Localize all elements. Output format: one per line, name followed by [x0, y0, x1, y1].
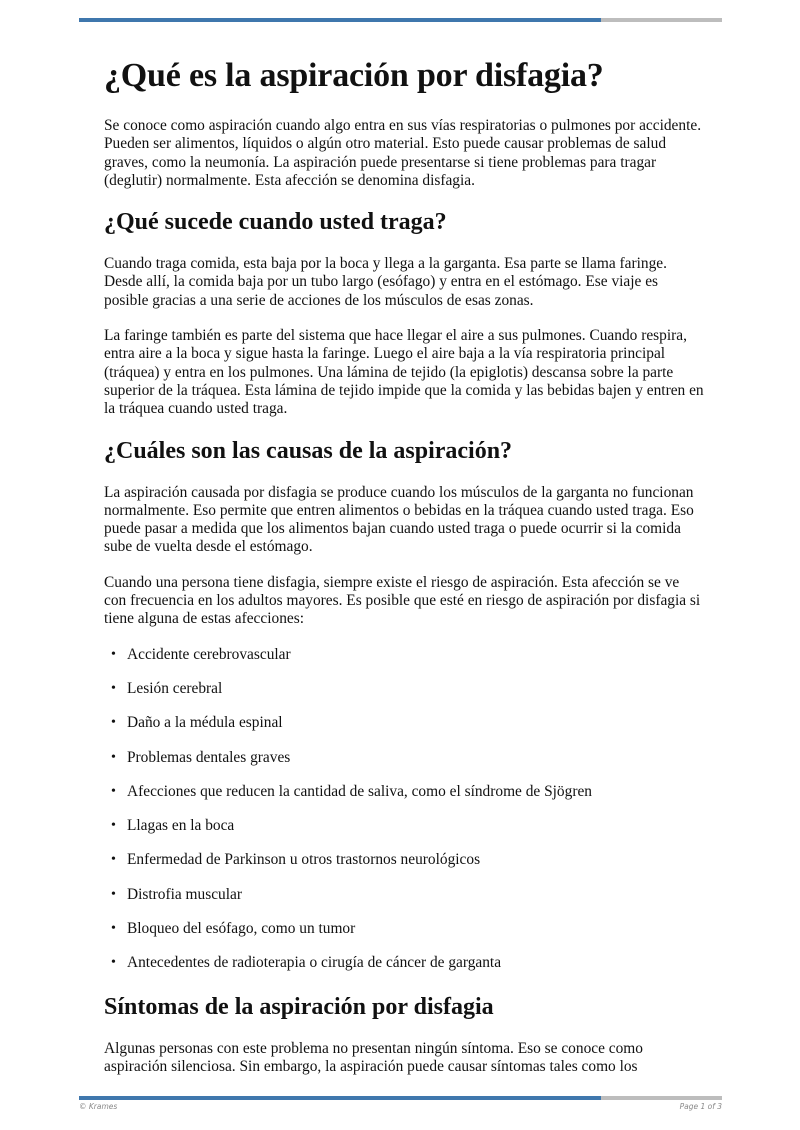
- header-rule-gray: [601, 18, 722, 22]
- bullet-icon: •: [111, 921, 116, 937]
- section-heading-causes: ¿Cuáles son las causas de la aspiración?: [104, 437, 513, 464]
- section-heading-symptoms: Síntomas de la aspiración por disfagia: [104, 993, 494, 1020]
- list-item: • Accidente cerebrovascular: [111, 645, 291, 663]
- footer-rule-accent: [79, 1096, 601, 1100]
- section-heading-swallowing: ¿Qué sucede cuando usted traga?: [104, 209, 447, 236]
- bullet-icon: •: [111, 646, 116, 662]
- intro-paragraph: Se conoce como aspiración cuando algo entra en sus vías respiratorias o pulmones por accidente. Pueden ser alimentos, líquidos o algún otro material. Esto puede causar problemas de salud graves, como la neumonía. La aspiración puede presentarse si tiene problemas para tragar (deglutir) normalmente. Esta afección se denomina disfagia.: [104, 117, 702, 189]
- list-item: • Distrofia muscular: [111, 885, 242, 903]
- list-item: • Lesión cerebral: [111, 679, 223, 697]
- header-rule-accent: [79, 18, 601, 22]
- list-item: • Llagas en la boca: [111, 817, 235, 835]
- bullet-icon: •: [111, 715, 116, 731]
- bullet-icon: •: [111, 783, 116, 799]
- footer-rule-gray: [601, 1096, 722, 1100]
- footer-copyright: © Krames: [79, 1102, 118, 1111]
- list-item: • Enfermedad de Parkinson u otros trastornos neurológicos: [111, 851, 481, 869]
- footer-rule: [79, 1096, 722, 1100]
- header-rule: [79, 18, 722, 22]
- list-item: • Afecciones que reducen la cantidad de saliva, como el síndrome de Sjögren: [111, 782, 592, 800]
- section-paragraph: Cuando traga comida, esta baja por la boca y llega a la garganta. Esa parte se llama faringe. Desde allí, la comida baja por un tubo largo (esófago) y entra en el estómago. Ese viaje es posible gracias a una serie de acciones de los músculos de esas zonas.: [104, 255, 667, 309]
- bullet-icon: •: [111, 749, 116, 765]
- page-title: ¿Qué es la aspiración por disfagia?: [104, 57, 604, 94]
- list-item: • Daño a la médula espinal: [111, 714, 283, 732]
- bullet-icon: •: [111, 680, 116, 696]
- section-paragraph: La aspiración causada por disfagia se produce cuando los músculos de la garganta no funcionan normalmente. Eso permite que entren alimentos o bebidas en la tráquea cuando usted traga. Eso puede pasar a medida que los alimentos bajan cuando usted traga o puede ocurrir si la comida sube de vuelta desde el estómago.: [104, 483, 694, 556]
- bullet-icon: •: [111, 852, 116, 868]
- list-item: • Antecedentes de radioterapia o cirugía de cáncer de garganta: [111, 954, 502, 972]
- bullet-icon: •: [111, 955, 116, 971]
- section-paragraph: Cuando una persona tiene disfagia, siempre existe el riesgo de aspiración. Esta afección se ve con frecuencia en los adultos mayores. Es posible que esté en riesgo de aspiración por disfagia si tiene alguna de estas afecciones:: [104, 573, 701, 628]
- list-item: • Problemas dentales graves: [111, 748, 291, 766]
- footer-page-number: Page 1 of 3: [679, 1102, 722, 1111]
- section-paragraph: La faringe también es parte del sistema que hace llegar el aire a sus pulmones. Cuando respira, entra aire a la boca y sigue hasta la faringe. Luego el aire baja a la vía respiratoria principal (tráquea) y entra en los pulmones. Una lámina de tejido (la epiglotis) descansa sobre la parte superior de la tráquea. Esta lámina de tejido impide que la comida y las bebidas bajen y entren en la tráquea cuando usted traga.: [104, 327, 704, 418]
- bullet-icon: •: [111, 818, 116, 834]
- document-body: [104, 55, 704, 1093]
- bullet-icon: •: [111, 886, 116, 902]
- list-item: • Bloqueo del esófago, como un tumor: [111, 920, 356, 938]
- section-paragraph: Algunas personas con este problema no presentan ningún síntoma. Eso se conoce como aspiración silenciosa. Sin embargo, la aspiración puede causar síntomas tales como los: [104, 1039, 643, 1075]
- risk-conditions-list: [104, 646, 704, 973]
